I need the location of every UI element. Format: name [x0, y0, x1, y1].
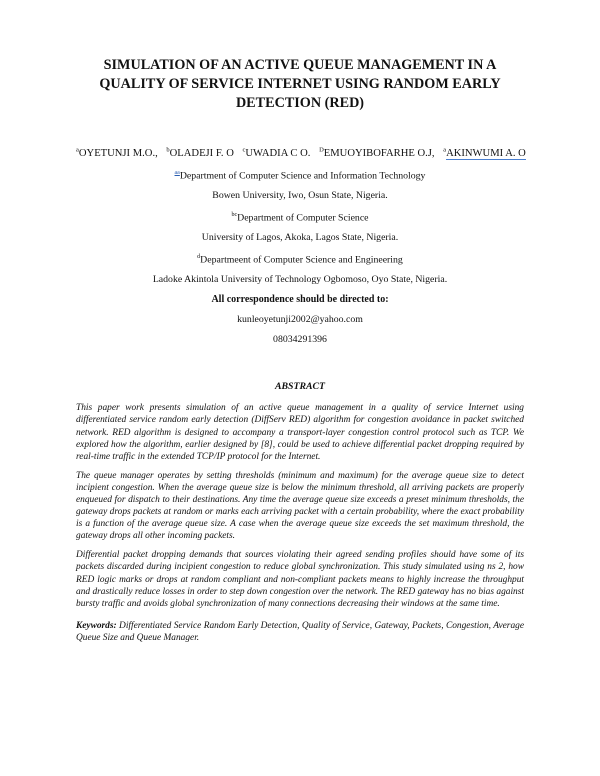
affiliation-d-dept: $^d$Departmeent of Computer Science and Engineering — [197, 254, 403, 266]
title-line-2: QUALITY OF SERVICE INTERNET USING RANDOM EARLY — [99, 76, 501, 92]
keywords-text: Differentiated Service Random Early Detection, Quality of Service, Gateway, Packets, Congestion, Average Queue Size and Queue Manager. — [76, 620, 524, 643]
affiliation-d-univ: Ladoke Akintola University of Technology Ogbomoso, Oyo State, Nigeria. — [152, 274, 448, 286]
title-line-3: DETECTION (RED) — [235, 95, 365, 111]
abstract-paragraph-2: The queue manager operates by setting thresholds (minimum and maximum) for the average queue size to detect incipient congestion. When the average queue size is below the minimum threshold, all arriving packets are properly enqueued for dispatch to their destinations. Any time the average queue size exceeds a preset minimum thresholds, the gateway drops packets at random or marks each arriving packet with a certain probability, where the exact probability is a function of the average queue size. A case when the average queue size exceeds the set maximum threshold, the gateway drops all other incoming packets. — [76, 470, 524, 542]
author: $^c$UWADIA C O. — [242, 146, 311, 159]
paper-title — [76, 56, 524, 113]
keywords-label: Keywords: — [76, 620, 117, 631]
author-list — [76, 143, 524, 161]
abstract-paragraph-1: This paper work presents simulation of an active queue management in a quality of service Internet using differentiated service random early detection (DiffServ RED) algorithm for congestion avoidance in packet switched network. RED algorithm is designed to accompany a transport-layer congestion control protocol such as TCP. We explored how the algorithm, earlier designed by [8], could be used to achieve differential packet dropping required by real-time traffic in the extended TCP/IP protocol for the Internet. — [76, 403, 524, 462]
title-line-1: SIMULATION OF AN ACTIVE QUEUE MANAGEMENT IN A — [103, 57, 497, 73]
keywords — [76, 620, 524, 644]
author: $^a$OYETUNJI M.O., — [76, 146, 158, 159]
abstract-heading: ABSTRACT — [274, 381, 326, 393]
affiliation-b-univ: University of Lagos, Akoka, Lagos State, Nigeria. — [201, 232, 399, 244]
affiliation-b-dept: $^{bc}$Department of Computer Science — [231, 211, 369, 224]
correspondence-phone: 08034291396 — [273, 334, 327, 346]
author-link[interactable]: $^a$AKINWUMI A. O — [443, 146, 526, 159]
abstract-paragraph-3: Differential packet dropping demands that sources violating their agreed sending profiles should have some of its packets discarded during incipient congestion to reduce global synchronization. This study simulated using ns 2, how RED logic marks or drops at random compliant and non-compliant packets means to highly increase the throughput and drastically reduce losses in order to step down congestion over the network. The RED gateway has no bias against bursty traffic and avoids global synchronization of many connections decreasing their windows at the same time. — [76, 550, 524, 609]
correspondence-email: kunleoyetunji2002@yahoo.com — [237, 314, 363, 326]
author: $^D$EMUOYIBOFARHE O.J, — [319, 146, 435, 159]
author: $^b$OLADEJI F. O — [166, 146, 234, 159]
affiliation-a-dept: $^{aa}$Department of Computer Science and Information Technology — [174, 169, 426, 181]
affiliation-a-univ: Bowen University, Iwo, Osun State, Nigeria. — [212, 189, 388, 201]
correspondence-label: All correspondence should be directed to: — [211, 294, 389, 306]
